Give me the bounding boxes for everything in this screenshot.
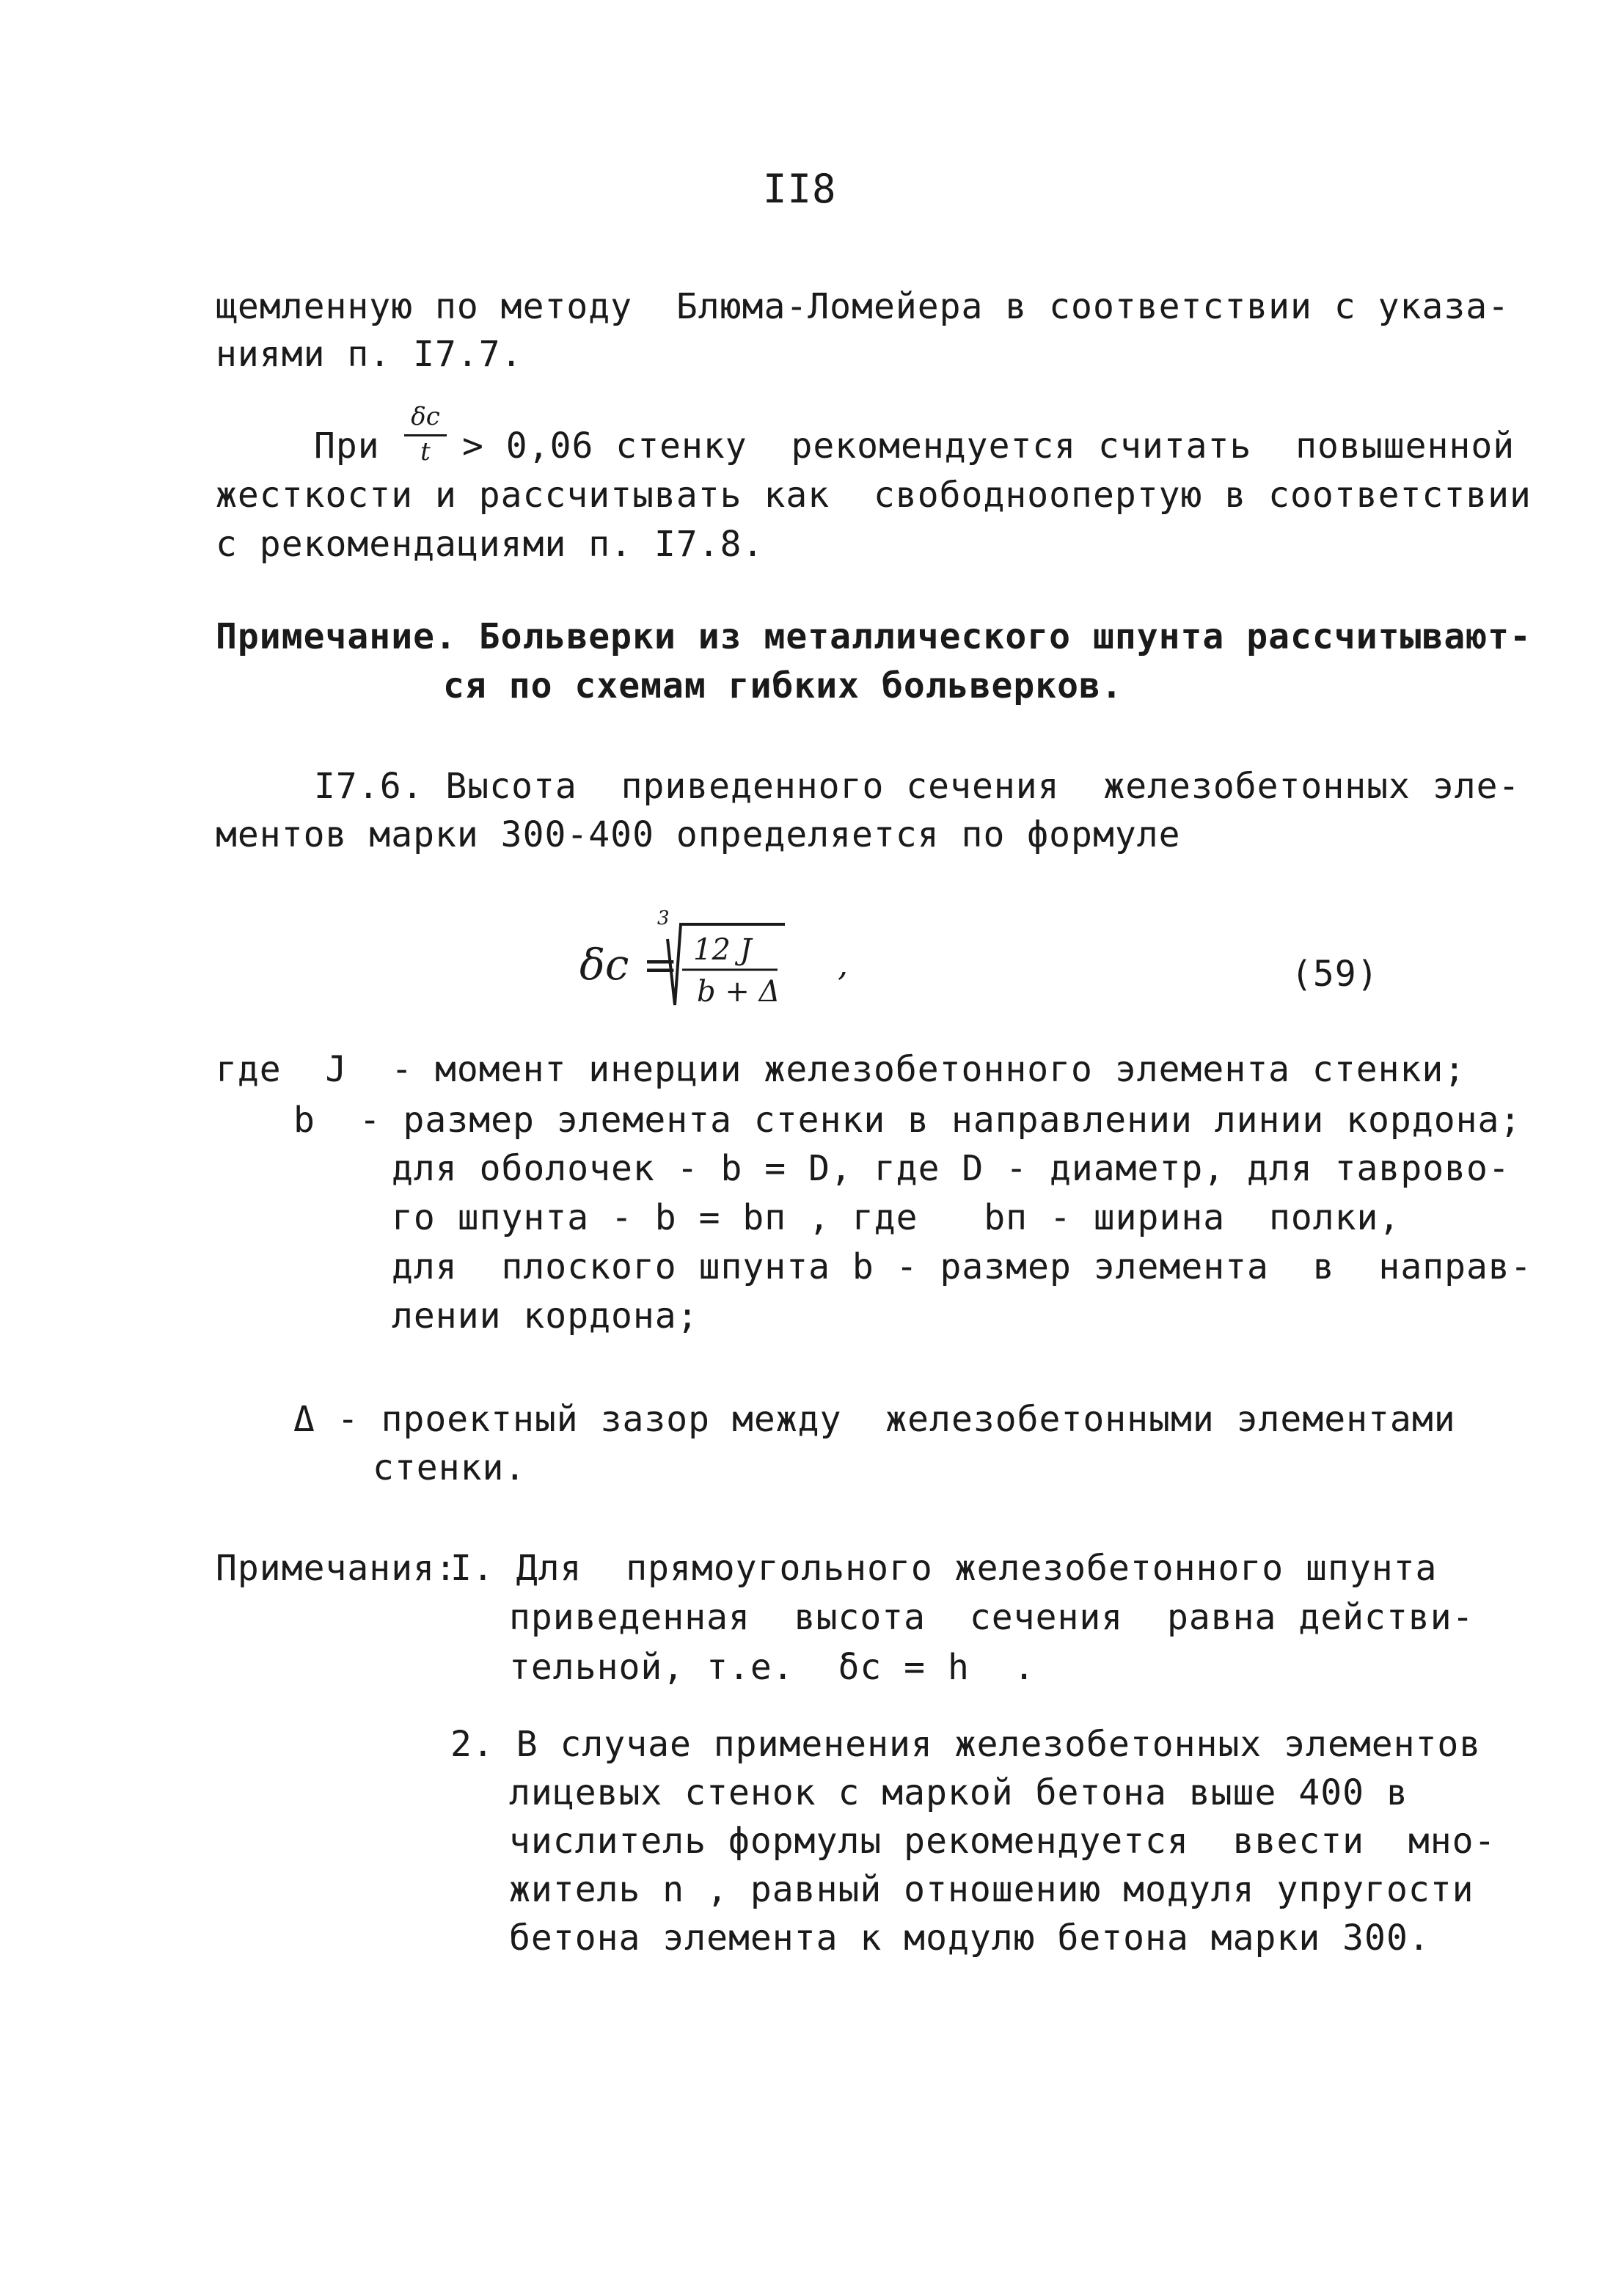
notes-2-item-2-line-4: житель n , равный отношению модуля упругости (509, 1869, 1474, 1910)
criterion-fraction-denominator: t (420, 437, 431, 467)
formula-denominator: b + Δ (697, 975, 780, 1009)
notes-2-item-1-line-3: тельной, т.е. δc = h . (509, 1647, 1036, 1688)
notes-2-item-1-line-1: I. Для прямоугольного железобетонного шпунта (450, 1548, 1438, 1589)
section-17-6-line-2: ментов марки 300-400 определяется по формуле (216, 814, 1181, 855)
notes-2-item-2-line-2: лицевых стенок с маркой бетона выше 400 в (509, 1772, 1408, 1813)
definition-delta-line-2: стенки. (373, 1447, 527, 1488)
criterion-line-2: жесткости и рассчитывать как свободноопертую в соответствии (216, 475, 1532, 516)
formula-numerator: 12 J (693, 933, 752, 967)
note-1-line-1: Примечание. Больверки из металлического шпунта рассчитывают- (216, 616, 1532, 657)
criterion-lead: При (314, 425, 380, 467)
definition-b-line-5: лении кордона; (392, 1295, 699, 1337)
criterion-line-1-rest: > 0,06 стенку рекомендуется считать повышенной (462, 425, 1515, 467)
formula-number: (59) (1291, 954, 1379, 995)
definition-b-line-2: для оболочек - b = D, где D - диаметр, для таврово- (392, 1148, 1510, 1189)
notes-2-item-2-line-5: бетона элемента к модулю бетона марки 300. (509, 1917, 1430, 1959)
intro-line-1: щемленную по методу Блюма-Ломейера в соответствии с указа- (216, 286, 1510, 327)
formula-lhs: δc = (579, 940, 679, 990)
criterion-fraction-numerator: δc (411, 402, 440, 431)
formula-root-index: 3 (657, 907, 670, 929)
notes-2-item-2-line-1: 2. В случае применения железобетонных элементов (450, 1724, 1482, 1765)
page-number: II8 (763, 166, 837, 212)
formula-59 (565, 895, 873, 1027)
definition-delta-line-1: Δ - проектный зазор между железобетонными элементами (293, 1399, 1456, 1440)
definition-b-line-1: b - размер элемента стенки в направлении линии кордона; (293, 1100, 1522, 1141)
section-17-6-line-1: I7.6. Высота приведенного сечения железобетонных эле- (314, 766, 1521, 807)
definition-b-line-3: го шпунта - b = bп , где bп - ширина полки, (392, 1197, 1401, 1238)
notes-2-item-2-line-3: числитель формулы рекомендуется ввести мно- (509, 1821, 1496, 1862)
definition-j: где J - момент инерции железобетонного элемента стенки; (216, 1049, 1466, 1090)
criterion-fraction-bar (404, 434, 447, 436)
definition-b-line-4: для плоского шпунта b - размер элемента в направ- (392, 1246, 1532, 1287)
criterion-fraction (400, 402, 451, 467)
formula-comma: , (838, 946, 848, 984)
criterion-line-3: с рекомендациями п. I7.8. (216, 524, 764, 565)
note-1-line-2: ся по схемам гибких больверков. (443, 665, 1123, 706)
intro-line-2: ниями п. I7.7. (216, 334, 523, 375)
formula-svg (565, 895, 873, 1027)
notes-2-item-1-line-2: приведенная высота сечения равна действи- (509, 1597, 1474, 1638)
notes-2-label: Примечания: (216, 1548, 457, 1589)
